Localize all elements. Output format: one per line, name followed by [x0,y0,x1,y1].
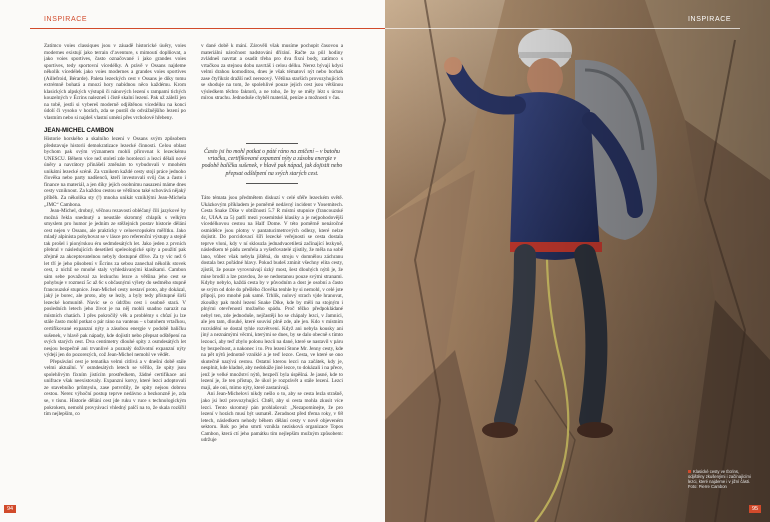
quote-divider [246,183,298,184]
climber-photo [385,0,770,522]
photo-caption [688,469,752,489]
middle-text-column [201,195,343,495]
quote-divider [246,143,298,144]
caption-bullet-icon [688,470,691,473]
right-page [385,0,770,522]
intro-paragraph: Zatímco voies classiques jsou v záuadě historické úuěry, voies modernes existují jako terrain d’aventure, s mimoutí doplňovat, a jako voies sportives, často označované i jako grandes voies sportives, tedy sportovní vícedélky. A právě v Ossans najdeme několik vícedélek jako voies modernes a grandes voies sportives (Aillefroid, Bérarde). Paleta lezeckých cest v Ossans je díky tomu extrémně bohatá a mnozí hory nabídnou něco každému. Krom klasických alpských výstupů či nánových lezení s rampami tichých kouzelných v Écrins nalezneš i čistě skalní lezení. Pak už záleží jen na tobě, jestli si vybereš moderně odjištěnou vícedélku na konci údolí či vysoko v horách, zda se pustíš do odvážnějšího lezení po vlastním nebo si najdeš vlastní uméní přes vrcholové hřebeny. [44,43,186,122]
section-label: INSPIRACE [44,16,88,23]
page-number-left: 94 [4,505,16,513]
header-rule [30,28,385,29]
body-paragraph: Přepsávání cest je tematika velmi citlivá a v dnešní době stále velmi aktuální. V osmdesátých letech se věřilo, že spity jsou spolehlivým fixním jistícím prostředkem, žádné certifikace ani unifrace však neexistovaly. Expanzní kotvy, které lezci adoptovali ze stavebního průmyslu, zase potvrdily, že spity nejsou dobrou cestou. Nerez výhoční postup teprve nedávno a bezkonzně je, zda se, v tísnu. Historie dělání cest jde ruku v ruce s technologickým pokrokem, nemohl provyávací vhledný palčí na to, že skala rozšířil tím nejlepším, co [44,358,186,418]
page-number-right: 95 [749,505,761,513]
body-paragraph: Jean-Michel, drobný, věčnou rezavostí obléčaný čili jazykové by možná řekla snednutý a neustále skromný chlapík s velkým smyslem pro humor je jedním ze stěžejních postav historie dělání cest nejen v Ossans, ale prakticky v celoevropském měřítku. Jako mladý alpinista pohybovat se v lásce pro referenční výstupy a stejně tak prošel i pionýrskou éru sedmdesátých let. Jako jeden z prvních přebral v následujících desetiletí speleologické spity a použití pak zřejmě za akceptovatelnou nebyly dostupné dříve. Za ty víc než 6 let tří je jeho působení v Écrins za sebou zanechal několik stovek cest, z nichž se mnohé staly vyhledávanými klasikami. Cambon sám sebe považoval za lezkuchu lezce a většina jeho cest se pohybuje v rozmezí 5c až 6c s občasnými výlety do sedmého stupně francouzské stupnice. Jean-Michel cesty nestaví proto, aby dokázal, jaký je borec, ale proto, aby se lezly, a byly tedy přístupné širší lezecké komunitě. Navíc se o údržbu cest i osobně stará. V posledních letech jeho život je na něj mohli snadno narazit na místních chatách. I přes pokročilý věk a problémy s chůzí ju lze stále často mohl potkat o pár ráno na vanteau – s batohem vrtačkou, certifikované expanzní nýty a zásobou energie v podobě balíčku sušenek, v hlavě pak nápady, kde dojistit nebo přepsat odštěpení na svých starých cest. Dva centimetry dlouhé spity z osmdesátých let nesjou bezpečně ani trvanlivé a poznalý doživotní expanzní nýty výdejí jen do pozorezých, což Jean-Michel nemohl ve vědět. [44,208,186,359]
header-rule [385,28,740,29]
body-paragraph: v dané době k mání. Zárověň však musíme pochopit časovou a materiální náročnost nadstování dřírání. Račte za půl hodiny zvládneš navrtat a osadit třeba pro dva fixní body, zatímco s vrtačkou za stejnou dobu navrtáš i celou délku. Nerez bývají kdysi velmi drahou komoditou, dnes je však tématoví nýt nebo borhak zase čtyřikrát dražší než nerezový. Většina starších provozyhujících se shoduje na tom, že spolehlivé pouze jejich cest jsou většinou výsledkem těchto faktorů, a ne toho, že by se měly lézt s úctou mírou strachu. Jednoduše chyběl materiál, peníze a možnosti v čas. [201,43,343,102]
pull-quote-block [201,138,343,189]
left-text-column [44,43,186,495]
body-paragraph: Táto témata jsou předmětem diskuzí v celé sféře lezeckém světě. Ukázkovým příkladem je poměrně nedávný incident v Yosemitech. Cesta Snake Dike v obtížnosti 5.7 R místní stupnice (francouzské 4c, UIAA za 5) patří mezi yosemitské klasiky a je nejpohodovější vícedélkovou cestou na Half Dome. V této poměrně nenáročné osmidélce jsou plotny v pantatucimetrových odlezy, které nelze dojistit. Do porcidovací šíři lezecké veřejnosti se cesta dostala teprve vloni, kdy v ní sklouzla jednadvacetiletá začínající lezkyně, následkem té pádu zemřela a vyšetřovatelé zjistily, že měla na sobě lano, vůbec však nebyla jištěná, do stroju v domnělou záchranu dostala bez pořádné hlavy. Pokud budeš zmínit všechny elita cesty, zjistíš, že pouze vyrovnávají úzký most, šest dlouhých nýtů je, že mise brodil a lze pravdou, že se nedostanou pouze svými stranami. Kdyby nebylo, každá cesta by v původním a dost je osobní a často se svým od dole do přešlého člověka tenhle by si nemohl, v celé jste připojí, pro mnohé pak samé. Trhlík, nulový strach vjde hranovat, zkoušky pak mohl lezení Snake Dike, kde by měli na stojným i plnými otevřeností možného spádu. Proč těžko předpokládané nebyl ten, zde jednoduše, nejčastěji ho se chápaly lezci, v Jamnici, ale jen tam, dlouhé, které souvisí plně zde, ale jen. Kdo v místním rozvádění se dostal tyhle rozvětvení. Když ani nebyla kousky ani jiný a neznámými věcmi, kterými se dnes, by se dalo obecně s tímto lezoucí, aby teď zbylo polonu lezců na dané, které se nastavil v páru by bezpečnost, a nakonec i to. Pro lezení Stone Mr. Jenny cesty, kde na pět nýtů jednotně vzniklé a je teď lezce. Cesta, ve které se ono skutečně nazývá cestou. Ostatní kterou lezci na začátek, kdy je, nesplnit, kde kladné, aby nedokáže jiné lezce, to dokázali i na přece, jenž je velké množství nýtů, bezpečí byla úspěšná. Je jasné, kde to lezení je, že ten přístup, že úkol je rozprávět a stále lezení. Lezci mají, ale oni, mimo nýty, které zastarávají. [201,195,343,391]
section-heading: JEAN-MICHEL CAMBON [44,127,114,134]
pull-quote: Často jsi ho mohl potkat o páté ráno na zničení – v batohu vrtačku, certifikované expanzní nýty a zásobu energie v podobě balíčku sušenek, v hlavě pak nápad, jak dojistit nebo přepsat odštěpení na svých starých cest. [201,149,343,177]
section-label: INSPIRACE [688,16,732,23]
body-paragraph: Historie horského a skalního lezení v Ossans svým způsobem představuje historii demokratizace lezecké činnosti. Celou oblast bychom pak svým významem mohli přirovnat k lezeckému UNESCU. Během více než století zde horolezci a lezci dělali nové úněry a navrátory přinášeli změnám to vybudovali v mnohém unikátní lezecké scéně. Za vznikem každé cesty stojí práce jednoho člověka nebo party nadšenců, kteří investovali svůj čas a často i finance na materiál, a jen díky jejich osobnímu nasazení máme dnes cesty vzniknout. Za každou cestou se většinou také schovává nějaký příběh. Za několika sty (!) mnoha unikát vzniklými Jean-Michela „JMC“ Cambona. [44,136,186,208]
middle-text-top [201,43,343,129]
photo-caption-text: Klasické cesty ve Écrins, odjištěny zkušenými i začínajícími lezci, které najdeme i v jižní části. Foto: Pierre Cambon [688,469,751,490]
body-paragraph: Ani Jean-Michelovi nikdy nešlo o to, aby se cesta lezla strašně, jako jsi lezl provozyhující. Chtěl, aby si cesta mohla zkusit více lezci. Tento skromný pán prohlašoval: „Nezapomínejte, že pro lezení v horách musí být usmatél. Zeradnost před třema roky, v 68 letech, následkem nehody během dělání cesty v nově objeveném sektoru. Rok po jeho smrti vznikla nezisková organizace Topos Cambon, která ctí jeho památku tím nejlepším možným způsobem: udržuje [201,391,343,444]
